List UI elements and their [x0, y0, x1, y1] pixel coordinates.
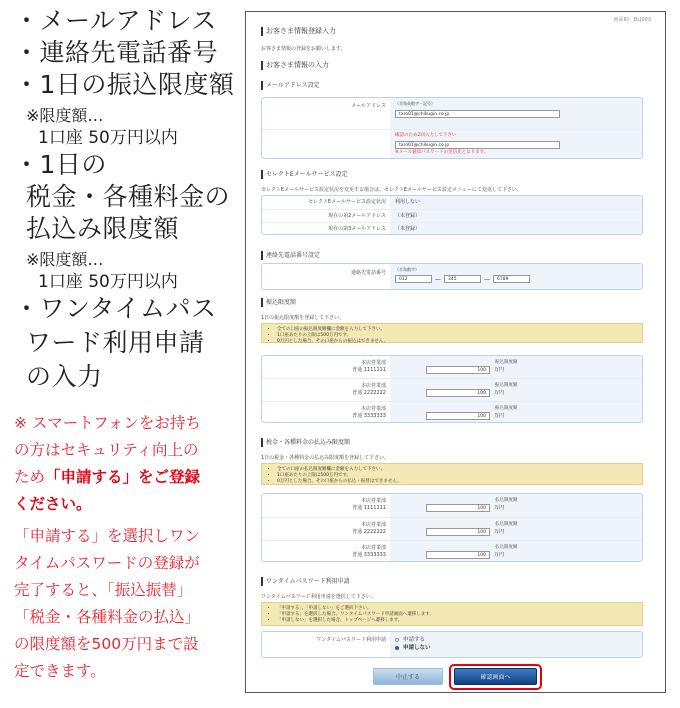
transfer-limit-box: 本店営業部 普通 1111111 振込限度額 100 万円 本店営業部 普通 2222222 振込限度額 100 万円 本店営業部 普通 3333333 振込限度額 100 万円 [261, 355, 643, 423]
email-confirm-input[interactable]: taro01@chikugin.co.jp [395, 141, 560, 149]
bullet-transfer-limit: ・1日の振込限度額 [14, 70, 235, 99]
email-label: メールアドレス [351, 103, 386, 109]
email-note: ※メール通知パスワードの送信先となります。 [395, 150, 489, 155]
confirm-screen-button[interactable]: 確認画面へ [454, 668, 537, 685]
payment-limit-box: 本店営業部 普通 1111111 払込限度額 100 万円 本店営業部 普通 2222222 払込限度額 100 万円 本店営業部 普通 3333333 払込限度額 100 万円 [261, 493, 643, 562]
select-email-status: 利用しない [390, 196, 642, 209]
email-hint: （半角英数字・記号） [395, 101, 435, 106]
payment-limit-description: 1日の税金・各種料金の払込み限度額を登録して下さい。 [261, 455, 390, 461]
limit-value-1: 1口座 50万円以内 [38, 128, 178, 148]
limit-note-1: ※限度額… [26, 106, 104, 125]
cancel-button[interactable]: 中止する [373, 668, 443, 685]
transfer-limit-input[interactable]: 100 [426, 412, 490, 420]
transfer-limit-input[interactable]: 100 [426, 389, 490, 397]
bullet-payment-limit-1: ・1日の [14, 150, 107, 179]
bullet-phone: ・連絡先電話番号 [14, 38, 219, 67]
payment-limit-heading: 税金・各種料金の払込み限度額 [261, 438, 350, 447]
email-box [261, 97, 643, 159]
otp-description: ワンタイムパスワード利用申請を選択して下さい。 [261, 594, 376, 600]
otp-not-apply-radio[interactable]: 申請しない [395, 644, 642, 652]
registration-form-screenshot [245, 11, 666, 693]
otp-notes: • 「申請する」、「申請しない」をご選択下さい。 • 「申請する」を選択した場合、ワンタイムパスワード申請画面へ遷移します。 • 「申請しない」を選択した場合、トップページへ遷移します。 [261, 602, 643, 626]
transfer-limit-description: 1日の振込限度額を登録して下さい。 [261, 315, 345, 321]
phone-part2-input[interactable]: 345 [444, 275, 481, 283]
section-customer-heading: お客さま情報の入力 [261, 61, 329, 70]
intro-text: お客さま情報の登録をお願いします。 [261, 46, 346, 52]
payment-limit-input[interactable]: 100 [426, 551, 490, 559]
apply-note: 「申請する」を選択しワン タイムパスワードの登録が 完了すると、「振込振替」 「税金・各種料金の払込」 の限度額を500万円まで設 定できます。 [14, 527, 201, 680]
phone-hint: （半角数字） [395, 267, 419, 272]
radio-unchecked-icon [395, 638, 399, 642]
bullet-email: ・メールアドレス [14, 6, 217, 35]
limit-note-2: ※限度額… [26, 250, 104, 269]
otp-apply-radio[interactable]: 申請する [395, 636, 642, 644]
bullet-otp-1: ・ワンタイムパス [14, 294, 217, 323]
radio-checked-icon [395, 646, 399, 650]
bullet-otp-2: ワード利用申請 [26, 328, 205, 357]
payment-limit-input[interactable]: 100 [426, 504, 490, 512]
email-confirm-prompt: 確認のため2回入力して下さい [395, 133, 457, 138]
phone-part3-input[interactable]: 6789 [493, 275, 530, 283]
email-input[interactable]: taro01@chikugin.co.jp [395, 110, 560, 118]
bullet-payment-limit-3: 払込み限度額 [26, 214, 180, 243]
phone-label: 連絡先電話番号 [350, 270, 386, 276]
phone-section-heading: 連絡先電話番号設定 [261, 251, 320, 260]
transfer-limit-input[interactable]: 100 [426, 366, 490, 374]
smartphone-note: ※ スマートフォンをお持ち の方はセキュリティ向上の ため「申請する」をご登録 ください。 [14, 414, 201, 513]
third-email: （未登録） [390, 223, 642, 235]
page-title: お客さま情報登録入力 [261, 27, 336, 36]
select-email-description: セレクトEメールサービス設定状況を変更する場合は、セレクトEメールサービス設定メニューにて変更して下さい。 [261, 187, 522, 193]
phone-part1-input[interactable]: 012 [395, 275, 432, 283]
transfer-limit-notes: • 全ての口座の振込限度額欄に金額を入力して下さい。 • 1口座あたりの上限は500万円です。 • 0万円とした場合、その口座からの振込はできません。 [261, 323, 643, 343]
transfer-limit-heading: 振込限度額 [261, 298, 296, 307]
payment-limit-notes: • 全ての口座の払込限度額欄に金額を入力して下さい。 • 1口座あたりの上限は500万円です。 • 0万円とした場合、その口座からの払込・振替はできません。 [261, 463, 643, 485]
email-section-heading: メールアドレス設定 [261, 81, 320, 90]
select-email-box: セレクトEメールサービス設定状況 利用しない 現在の第2メールアドレス （未登録） 現在の第3メールアドレス （未登録） [261, 195, 643, 235]
payment-limit-input[interactable]: 100 [426, 528, 490, 536]
limit-value-2: 1口座 50万円以内 [38, 272, 178, 292]
otp-box [261, 631, 643, 658]
phone-box: 連絡先電話番号 （半角数字） 012 — 345 — 6789 [261, 263, 643, 290]
bullet-otp-3: の入力 [26, 362, 103, 391]
screen-id: 画面ID：BLJ003 [613, 17, 651, 23]
select-email-heading: セレクトEメールサービス設定 [261, 170, 348, 179]
second-email: （未登録） [390, 210, 642, 222]
otp-label: ワンタイムパスワード利用申請 [316, 637, 386, 643]
bullet-payment-limit-2: 税金・各種料金の [26, 182, 231, 211]
otp-section-heading: ワンタイムパスワード利用申請 [261, 577, 350, 586]
